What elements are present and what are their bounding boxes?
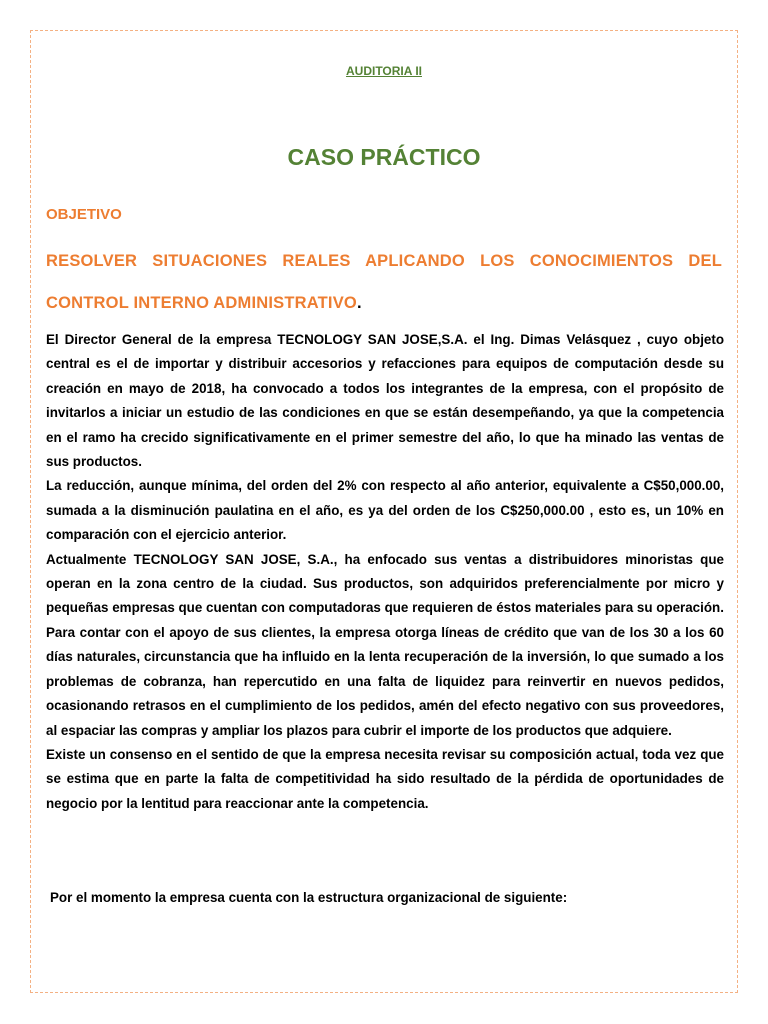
objective-statement [46, 240, 722, 324]
course-header: AUDITORIA II [345, 64, 422, 78]
page-title: CASO PRÁCTICO [287, 144, 481, 170]
objective-end-mark: . [356, 294, 362, 312]
paragraph-credit: Para contar con el apoyo de sus clientes, la empresa otorga líneas de crédito que van de los 30 a los 60 días naturales, circunstancia que ha influido en la lenta recuperación de la inversión, lo que sumado a los problemas de cobranza, han repercutido en una falta de liquidez para reinvertir en nuevos pedidos, ocasionando retrasos en el cumplimiento de los pedidos, amén del efecto negativo con sus proveedores, al espaciar las compras y ampliar los plazos para cubrir el importe de los productos que adquiere. [46, 624, 724, 738]
paragraph-director: El Director General de la empresa TECNOLOGY SAN JOSE,S.A. el Ing. Dimas Velásquez , cuyo objeto central es el de importar y distribuir accesorios y refacciones para equipos de computación desde su creación en mayo de 2018, ha convocado a todos los integrantes de la empresa, con el propósito de invitarlos a iniciar un estudio de las condiciones en que se están desempeñando, ya que la competencia en el ramo ha crecido significativamente en el primer semestre del año, lo que ha minado las ventas de sus productos. [46, 332, 724, 470]
objective-text: RESOLVER SITUACIONES REALES APLICANDO LOS CONOCIMIENTOS DEL CONTROL INTERNO ADMINISTRATIVO [46, 252, 722, 312]
paragraph-sales-focus: Actualmente TECNOLOGY SAN JOSE, S.A., ha enfocado sus ventas a distribuidores minoristas que operan en la zona centro de la ciudad. Sus productos, son adquiridos preferencialmente por micro y pequeñas empresas que cuentan con computadoras que requieren de éstos materiales para su operación. [46, 551, 724, 616]
paragraph-consensus: Existe un consenso en el sentido de que la empresa necesita revisar su composición actual, toda vez que se estima que en parte la falta de competitividad ha sido resultado de la pérdida de oportunidades de negocio por la lentitud para reaccionar ante la competencia. [46, 746, 724, 811]
case-body [46, 328, 724, 816]
paragraph-reduction: La reducción, aunque mínima, del orden del 2% con respecto al año anterior, equivalente a C$50,000.00, sumada a la disminución paulatina en el año, es ya del orden de los C$250,000.00 , esto es, un 10% en comparación con el ejercicio anterior. [46, 478, 724, 543]
objective-label: OBJETIVO [46, 206, 122, 223]
closing-statement: Por el momento la empresa cuenta con la estructura organizacional de siguiente: [50, 890, 568, 905]
